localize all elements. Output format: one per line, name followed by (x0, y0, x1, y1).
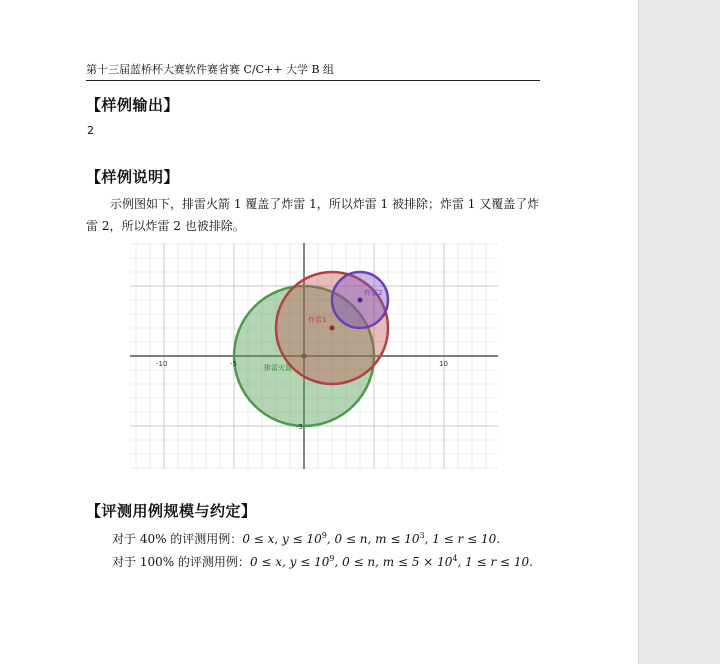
rule-line-100-tail: , 1 ≤ r ≤ 10. (457, 555, 533, 569)
rule-line-100-math: 0 ≤ x, y ≤ 10 (249, 555, 330, 569)
tick-y-neg5: -5 (296, 423, 303, 431)
rule-line-100-mid: , 0 ≤ n, m ≤ 5 × 10 (334, 555, 453, 569)
tick-x-10: 10 (439, 360, 448, 368)
rule-line-100-exp2: 4 (452, 554, 458, 563)
sample-explain-title: 【样例说明】 (86, 168, 180, 186)
label-mine-2: 炸雷2 (364, 289, 383, 297)
sample-explain-text: 示例图如下，排雷火箭 1 覆盖了炸雷 1，所以炸雷 1 被排除；炸雷 1 又覆盖了炸雷 2，所以炸雷 2 也被排除。 (86, 197, 540, 233)
sample-output-title: 【样例输出】 (86, 96, 180, 114)
rule-line-40-exp2: 3 (419, 531, 425, 540)
rule-line-40-tail: , 1 ≤ r ≤ 10. (424, 532, 501, 546)
label-mine-1: 炸雷1 (308, 316, 327, 324)
rule-line-40-mid: , 0 ≤ n, m ≤ 10 (326, 532, 420, 546)
page-header: 第十三届蓝桥杯大赛软件赛省赛 C/C++ 大学 B 组 (86, 63, 540, 81)
rules-title: 【评测用例规模与约定】 (86, 502, 257, 520)
sample-output-value: 2 (87, 124, 94, 137)
rule-line-100-prefix: 对于 100% 的评测用例： (112, 555, 250, 569)
tick-x-neg10: -10 (156, 360, 168, 368)
tick-x-neg5: -5 (230, 360, 237, 368)
label-rocket: 排雷火箭 (264, 364, 292, 372)
rule-line-40 (112, 530, 500, 547)
example-figure (130, 243, 498, 469)
rule-line-40-math: 0 ≤ x, y ≤ 10 (242, 532, 322, 546)
rule-line-40-prefix: 对于 40% 的评测用例： (112, 532, 243, 546)
circle-mine-2 (332, 272, 388, 328)
rule-line-100 (112, 553, 533, 570)
rule-line-40-exp1: 9 (321, 531, 327, 540)
rule-line-100-exp1: 9 (329, 554, 335, 563)
